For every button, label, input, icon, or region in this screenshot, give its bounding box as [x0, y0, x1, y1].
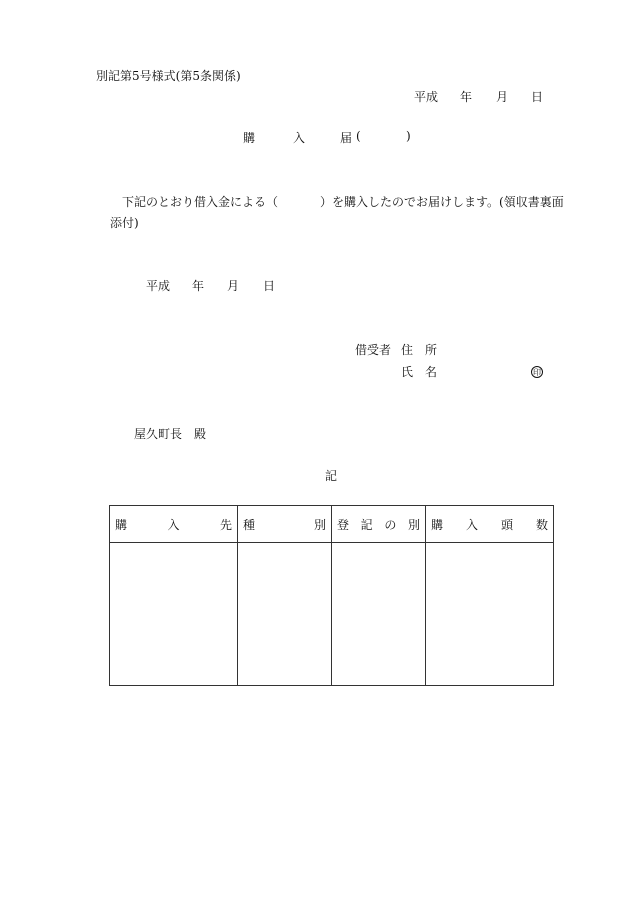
title-char-3: 届	[340, 131, 353, 145]
header-cell-supplier	[110, 506, 238, 543]
header-char: 記	[360, 517, 373, 532]
header-char: 購	[431, 517, 444, 532]
borrower-name-label: 氏 名	[401, 365, 438, 379]
header-char: 頭	[500, 517, 513, 532]
body-date	[146, 277, 276, 293]
body-text-part-1: 下記のとおり借入金による（	[122, 195, 279, 209]
body-date-era: 平成	[146, 279, 171, 293]
table-cell-supplier[interactable]	[110, 543, 238, 686]
header-cell-head-count	[426, 506, 554, 543]
header-char: 別	[313, 517, 326, 532]
table-cell-head-count[interactable]	[426, 543, 554, 686]
title-paren-open: (	[356, 129, 361, 143]
table-cell-registration[interactable]	[332, 543, 426, 686]
body-text-line-2: 添付)	[110, 216, 139, 230]
purchase-table	[109, 505, 554, 686]
borrower-address-label: 住 所	[401, 343, 438, 357]
seal-icon: 印	[533, 368, 541, 377]
header-date-day: 日	[531, 90, 544, 104]
body-date-day: 日	[263, 279, 276, 293]
ki-heading: 記	[325, 469, 338, 483]
header-char: 登	[337, 517, 350, 532]
header-char: 入	[167, 517, 180, 532]
header-cell-type	[238, 506, 332, 543]
table-row	[110, 543, 554, 686]
header-char: の	[384, 517, 397, 532]
body-text-part-2: ）を購入したのでお届けします。(領収書裏面	[320, 195, 564, 209]
header-char: 購	[115, 517, 128, 532]
title-char-2: 入	[293, 131, 306, 145]
title-char-1: 購	[243, 131, 256, 145]
header-char: 先	[219, 517, 232, 532]
header-cell-registration	[332, 506, 426, 543]
header-date-month: 月	[496, 90, 509, 104]
body-date-year: 年	[192, 279, 205, 293]
borrower-label: 借受者	[355, 343, 392, 357]
recipient: 屋久町長 殿	[134, 427, 207, 441]
seal-mark	[531, 364, 543, 378]
header-char: 別	[407, 517, 420, 532]
header-date-year: 年	[460, 90, 473, 104]
body-date-month: 月	[227, 279, 240, 293]
header-char: 入	[465, 517, 478, 532]
header-date-era: 平成	[414, 90, 439, 104]
header-char: 数	[535, 517, 548, 532]
table-cell-type[interactable]	[238, 543, 332, 686]
header-char: 種	[243, 517, 256, 532]
table-header-row	[110, 506, 554, 543]
form-label: 別記第5号様式(第5条関係)	[96, 69, 241, 83]
title-paren-close: )	[406, 129, 411, 143]
body-text-line-1	[122, 193, 568, 209]
page-title	[243, 129, 415, 145]
